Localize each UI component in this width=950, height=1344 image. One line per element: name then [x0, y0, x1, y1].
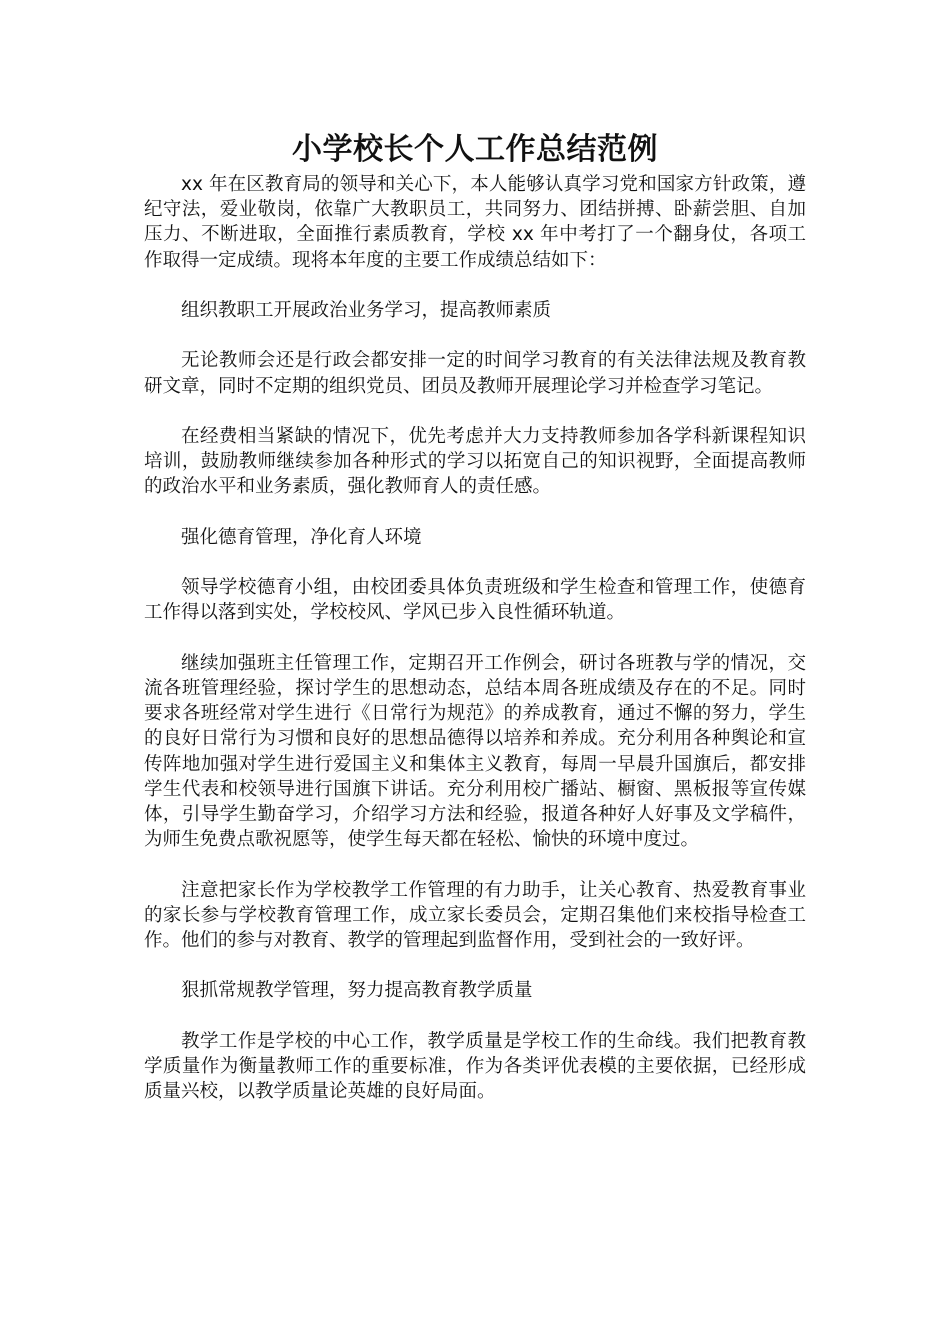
document-page — [144, 128, 806, 1104]
document-title: 小学校长个人工作总结范例 — [292, 132, 658, 167]
paragraph-spacer — [144, 550, 806, 575]
body-paragraph: 继续加强班主任管理工作，定期召开工作例会，研讨各班教与学的情况，交流各班管理经验，探讨学生的思想动态，总结本周各班成绩及存在的不足。同时要求各班经常对学生进行《日常行为规范》的养成教育，通过不懈的努力，学生的良好日常行为习惯和良好的思想品德得以培养和养成。充分利用各种舆论和宣传阵地加强对学生进行爱国主义和集体主义教育，每周一早晨升国旗后，都安排学生代表和校领导进行国旗下讲话。充分利用校广播站、橱窗、黑板报等宣传媒体，引导学生勤奋学习，介绍学习方法和经验，报道各种好人好事及文学稿件，为师生免费点歌祝愿等，使学生每天都在轻松、愉快的环境中度过。 — [144, 652, 806, 851]
paragraph-spacer — [144, 399, 806, 424]
intro-paragraph: xx 年在区教育局的领导和关心下，本人能够认真学习党和国家方针政策，遵纪守法，爱业敬岗，依靠广大教职员工，共同努力、团结拼搏、卧薪尝胆、自加压力、不断进取，全面推行素质教育，学校 xx 年中考打了一个翻身仗，各项工作取得一定成绩。现将本年度的主要工作成绩总结如下： — [144, 174, 806, 271]
section-heading-teaching-quality: 狠抓常规教学管理，努力提高教育教学质量 — [181, 980, 533, 1002]
paragraph-spacer — [144, 273, 806, 298]
section-heading-moral-education: 强化德育管理，净化育人环境 — [181, 526, 422, 548]
paragraph-spacer — [144, 852, 806, 877]
body-paragraph: 教学工作是学校的中心工作，教学质量是学校工作的生命线。我们把教育教学质量作为衡量教师工作的重要标准，作为各类评优表模的主要依据，已经形成质量兴校，以教学质量论英雄的良好局面。 — [144, 1030, 806, 1103]
section-heading-political-study: 组织教职工开展政治业务学习，提高教师素质 — [181, 300, 552, 321]
paragraph-spacer — [144, 953, 806, 978]
body-paragraph: 注意把家长作为学校教学工作管理的有力助手，让关心教育、热爱教育事业的家长参与学校教育管理工作，成立家长委员会，定期召集他们来校指导检查工作。他们的参与对教育、教学的管理起到监督作用，受到社会的一致好评。 — [144, 879, 806, 951]
paragraph-spacer — [144, 323, 806, 348]
body-paragraph: 在经费相当紧缺的情况下，优先考虑并大力支持教师参加各学科新课程知识培训，鼓励教师继续参加各种形式的学习以拓宽自己的知识视野，全面提高教师的政治水平和业务素质，强化教师育人的责任感。 — [144, 425, 806, 498]
body-paragraph: 领导学校德育小组，由校团委具体负责班级和学生检查和管理工作，使德育工作得以落到实处，学校校风、学风已步入良性循环轨道。 — [144, 577, 806, 624]
body-paragraph: 无论教师会还是行政会都安排一定的时间学习教育的有关法律法规及教育教研文章，同时不定期的组织党员、团员及教师开展理论学习并检查学习笔记。 — [144, 350, 806, 397]
paragraph-spacer — [144, 626, 806, 651]
paragraph-spacer — [144, 1004, 806, 1029]
paragraph-spacer — [144, 500, 806, 525]
